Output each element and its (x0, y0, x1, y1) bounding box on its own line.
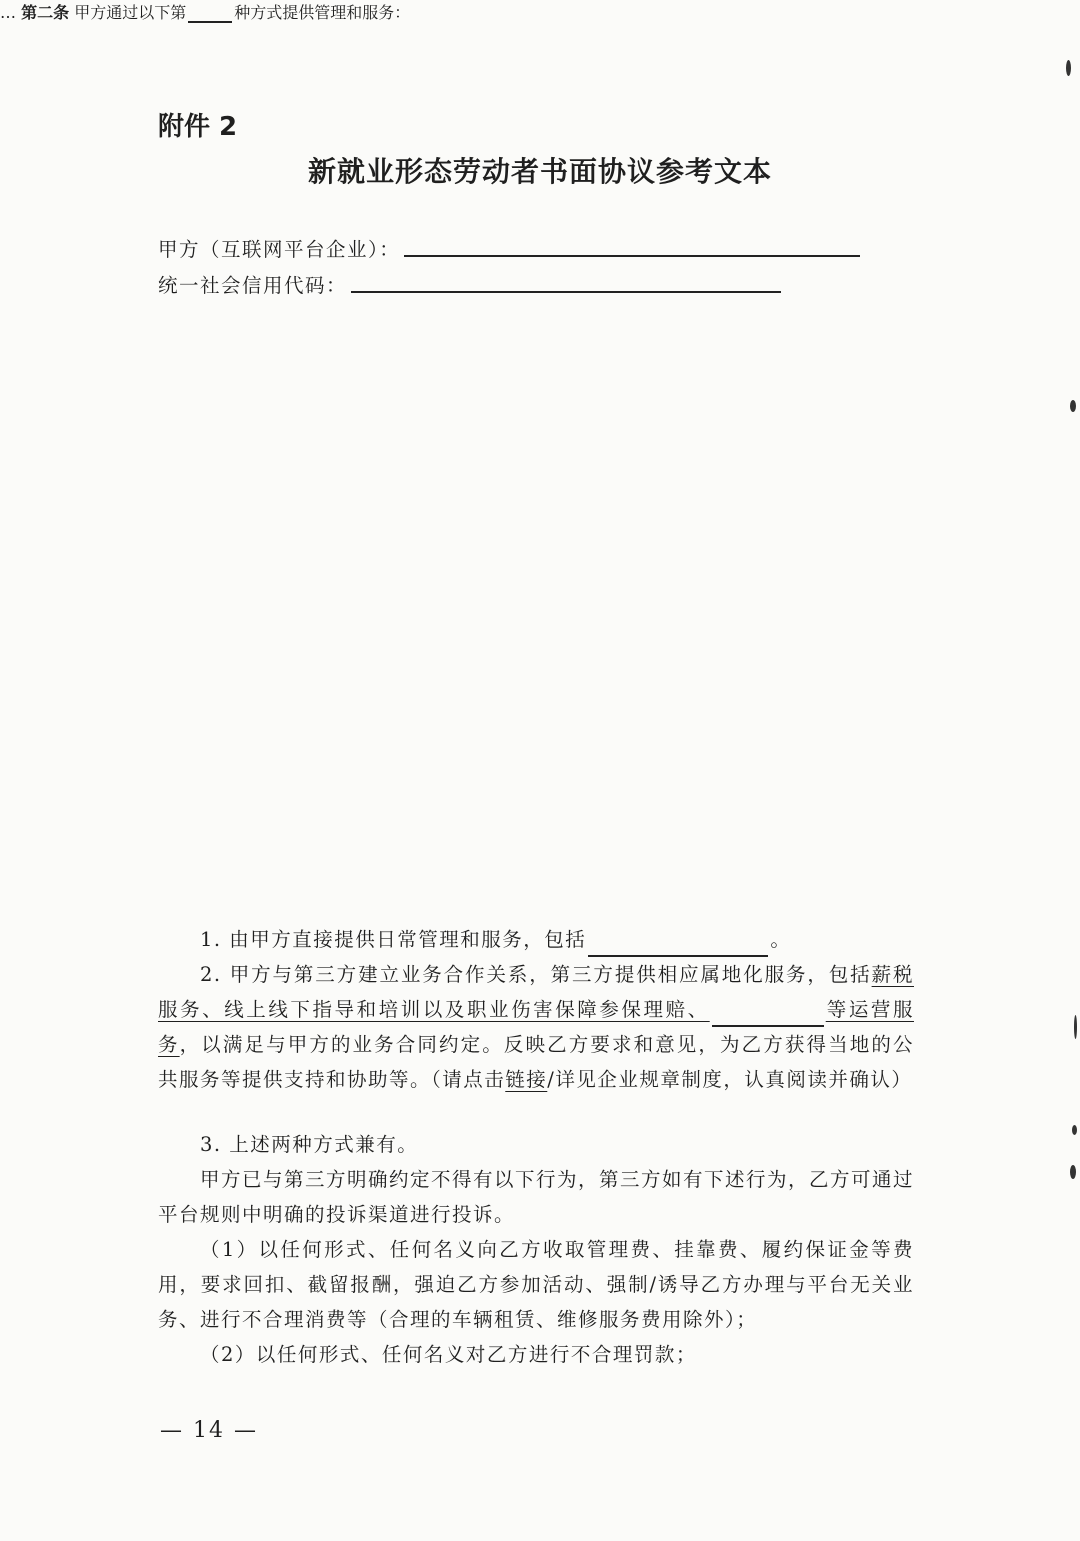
scan-speck (1072, 1125, 1077, 1135)
item2-fill: 薪税服务、线上线下指导和培训以及职业伤害保障参保理赔、 (158, 963, 914, 1021)
art2-label: 第二条 (21, 3, 70, 22)
scan-speck (1070, 1165, 1076, 1179)
art2-blank (188, 3, 232, 23)
complaint-paragraph: 甲方已与第三方明确约定不得有以下行为，第三方如有下述行为，乙方可通过平台规则中明确的投诉渠道进行投诉。 (158, 1168, 915, 1226)
scan-speck (1070, 400, 1076, 412)
party-a-name-label: 甲方（互联网平台企业）： (158, 238, 401, 261)
credit-code-field (158, 268, 781, 298)
scan-speck (1066, 60, 1071, 76)
item2-blank (712, 1007, 824, 1027)
prohibited-clause-1: （1）以任何形式、任何名义向乙方收取管理费、挂靠费、履约保证金等费用，要求回扣、截留报酬，强迫乙方参加活动、强制/诱导乙方办理与平台无关业务、进行不合理消费等（合理的车辆租赁、维修服务费用除外）； (158, 1238, 914, 1331)
document-page: 附件 2 新就业形态劳动者书面协议参考文本 甲方（互联网平台企业）： 统一社会信用代码： … 第二条 甲方通过以下第 种方式提供管理和服务： (0, 0, 1080, 1541)
party-a-name-field (158, 232, 860, 262)
scan-speck (1074, 1015, 1077, 1039)
page-number: — 14 — (160, 1418, 258, 1443)
attachment-label: 附件 2 (158, 112, 238, 142)
document-title: 新就业形态劳动者书面协议参考文本 (307, 155, 772, 188)
item1-blank (588, 937, 768, 957)
prohibited-clause-2: （2）以任何形式、任何名义对乙方进行不合理罚款； (200, 1343, 697, 1366)
credit-code-label: 统一社会信用代码： (158, 274, 348, 297)
item2-fill2: 等运营服务 (158, 998, 914, 1056)
art2-item3: 3. 上述两种方式兼有。 (200, 1133, 419, 1156)
party-a-name-blank (404, 253, 860, 257)
art2-item1: 1. 由甲方直接提供日常管理和服务，包括 。 (158, 922, 914, 957)
art2-item2: 2. 甲方与第三方建立业务合作关系，第三方提供相应属地化服务，包括薪税服务、线上线下指导和培训以及职业伤害保障参保理赔、 等运营服务，以满足与甲方的业务合同约定。反映乙方要求和意见，为乙方获得当地的公共服务等提供支持和协助等。（请点击链接/详见企业规章制度，认真阅读并确认） (158, 963, 914, 1091)
regulation-link[interactable]: 链接 (505, 1068, 548, 1091)
credit-code-blank (351, 289, 781, 293)
